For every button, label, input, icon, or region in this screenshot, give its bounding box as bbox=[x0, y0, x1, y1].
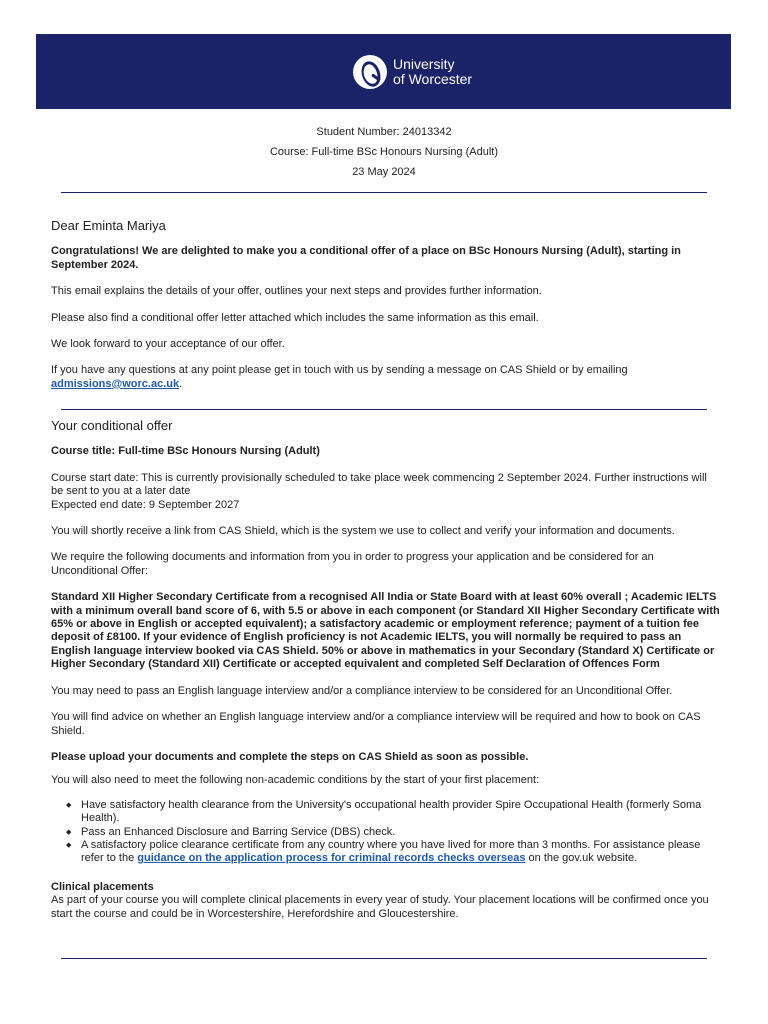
contact-end: . bbox=[179, 377, 183, 390]
placements-text: As part of your course you will complete clinical placements in every year of study. Your placement locations will be confirmed once you start the course and could be in Worcestershire, Herefordshire and Gloucestershire. bbox=[51, 894, 709, 920]
logo-line-1: University bbox=[393, 56, 455, 72]
offer-heading: Your conditional offer bbox=[51, 418, 173, 433]
divider bbox=[61, 958, 707, 959]
list-item: ◆ Pass an Enhanced Disclosure and Barring Service (DBS) check. bbox=[81, 826, 721, 839]
logo-wordmark bbox=[393, 57, 472, 87]
offer-conditions: Standard XII Higher Secondary Certificate from a recognised All India or State Board with at least 60% overall ; Academic IELTS with a minimum overall band score of 6, with 5.5 or above in each component (or Standard XII Higher Secondary Certificate with 65% or above in English or accepted equivalent); a satisfactory academic or employment reference; payment of a tuition fee deposit of £8100. If your evidence of English proficiency is not Academic IELTS, you will normally be required to pass an English language interview booked via CAS Shield. 50% or above in mathematics in your Secondary (Standard X) Certificate or Higher Secondary (Standard XII) Certificate or accepted equivalent and completed Self Declaration of Offences Form bbox=[51, 591, 720, 671]
course-title: Course title: Full-time BSc Honours Nursing (Adult) bbox=[51, 445, 320, 458]
intro-paragraph-1: This email explains the details of your offer, outlines your next steps and provides further information. bbox=[51, 285, 542, 298]
advice-paragraph: You will find advice on whether an English language interview and/or a compliance interview will be required and how to book on CAS Shield. bbox=[51, 711, 701, 737]
divider bbox=[61, 192, 707, 193]
non-academic-intro: You will also need to meet the following non-academic conditions by the start of your first placement: bbox=[51, 774, 540, 787]
contact-text: If you have any questions at any point please get in touch with us by sending a message on CAS Shield or by emailing bbox=[51, 364, 628, 377]
police-clearance-text: A satisfactory police clearance certificate from any country where you have lived for more than 3 months. For assistance please refer to the bbox=[81, 838, 701, 865]
course-line: Course: Full-time BSc Honours Nursing (Adult) bbox=[269, 146, 499, 158]
list-item bbox=[81, 839, 721, 866]
course-start-date: Course start date: This is currently provisionally scheduled to take place week commencing 2 September 2024. Further instructions will be sent to you at a later date bbox=[51, 471, 707, 498]
contact-paragraph bbox=[51, 364, 721, 391]
criminal-records-guidance-link[interactable]: guidance on the application process for criminal records checks overseas bbox=[137, 852, 526, 865]
interview-paragraph: You may need to pass an English language interview and/or a compliance interview to be considered for an Unconditional Offer. bbox=[51, 684, 673, 697]
cas-shield-paragraph: You will shortly receive a link from CAS Shield, which is the system we use to collect and verify your information and documents. bbox=[51, 525, 675, 538]
non-academic-conditions-list bbox=[51, 799, 721, 866]
greeting: Dear Eminta Mariya bbox=[51, 218, 166, 233]
offer-section bbox=[51, 419, 721, 921]
requirements-intro: We require the following documents and information from you in order to progress your application and be considered for an Unconditional Offer: bbox=[51, 551, 654, 577]
intro-paragraph-2: Please also find a conditional offer letter attached which includes the same information as this email. bbox=[51, 311, 539, 324]
university-crest-icon bbox=[353, 55, 387, 89]
letter-date: 23 May 2024 bbox=[352, 166, 416, 178]
logo-line-2: of Worcester bbox=[393, 71, 473, 87]
police-clearance-end: on the gov.uk website. bbox=[528, 852, 638, 865]
header-banner bbox=[36, 34, 731, 109]
student-number: Student Number: 24013342 bbox=[316, 126, 452, 138]
upload-instruction: Please upload your documents and complete the steps on CAS Shield as soon as possible. bbox=[51, 750, 529, 763]
intro-paragraph-3: We look forward to your acceptance of our offer. bbox=[51, 338, 285, 351]
intro-section bbox=[51, 219, 721, 391]
congratulations-text: Congratulations! We are delighted to make you a conditional offer of a place on BSc Honours Nursing (Adult), starting in September 2024. bbox=[51, 245, 681, 271]
list-item: ◆ Have satisfactory health clearance from the University's occupational health provider Spire Occupational Health (formerly Soma Health). bbox=[81, 799, 721, 826]
university-logo bbox=[353, 54, 472, 90]
divider bbox=[61, 409, 707, 410]
admissions-email-link[interactable]: admissions@worc.ac.uk bbox=[51, 377, 180, 390]
placements-heading: Clinical placements bbox=[51, 880, 154, 893]
course-end-date: Expected end date: 9 September 2027 bbox=[51, 498, 240, 511]
